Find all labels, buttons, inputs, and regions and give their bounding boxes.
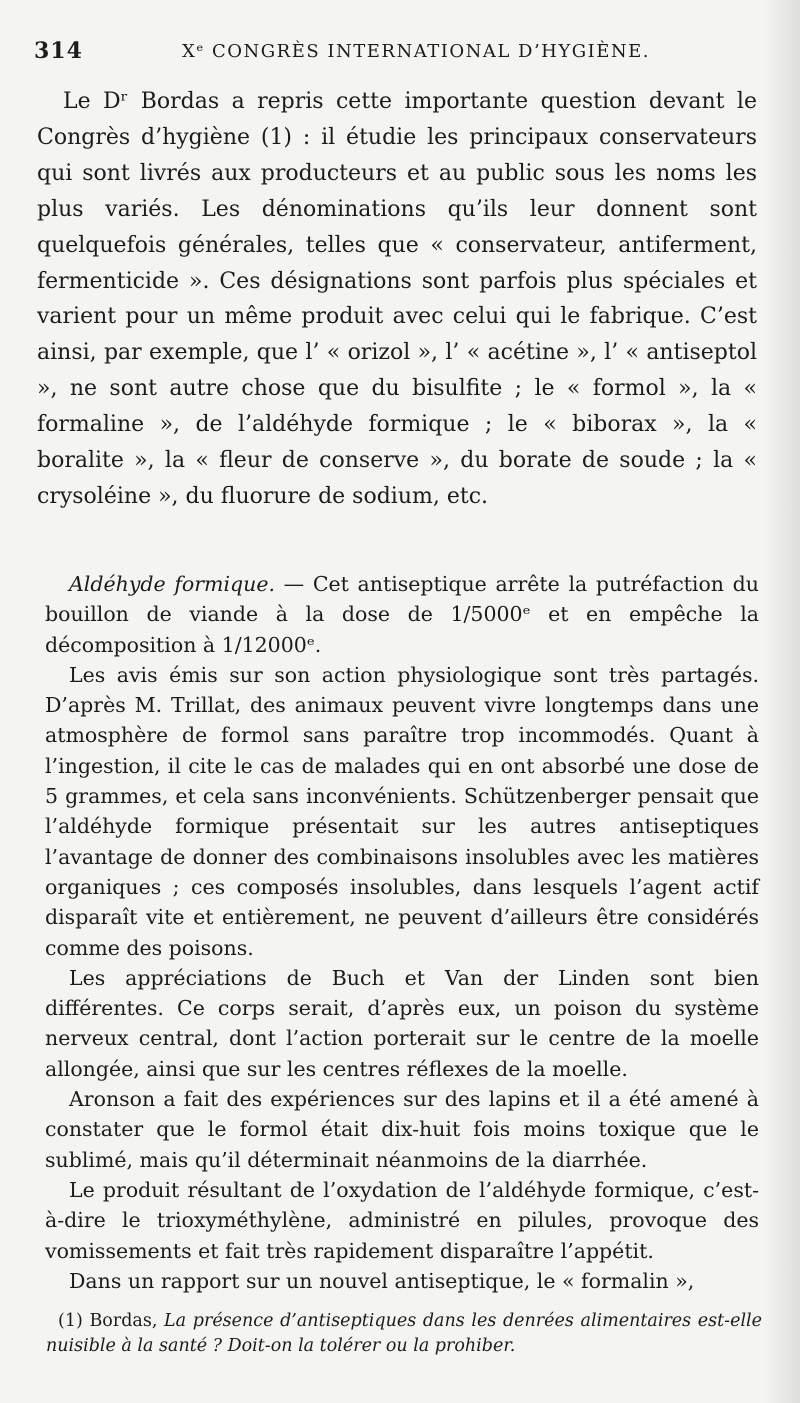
footnote-paragraph	[46, 1309, 762, 1359]
aldehyde-section	[45, 569, 759, 1296]
opening-paragraph-block	[37, 84, 757, 515]
paragraph-buch: Les appréciations de Buch et Van der Linden sont bien différentes. Ce corps serait, d’après eux, un poison du système nerveux central, dont l’action porterait sur le centre de la moelle allongée, ainsi que sur les centres réflexes de la moelle.	[45, 965, 759, 1081]
paragraph-trillat: Les avis émis sur son action physiologique sont très partagés. D’après M. Trillat, des animaux peuvent vivre longtemps dans une atmosphère de formol sans paraître trop incommodés. Quant à l’ingestion, il cite le cas de malades qui en ont absorbé une dose de 5 grammes, et cela sans inconvénients. Schützenberger pensait que l’aldéhyde formique présentait sur les autres antiseptiques l’avantage de donner des combinaisons insolubles avec les matières organiques ; ces composés insolubles, dans lesquels l’agent actif disparaît vite et entièrement, ne peuvent d’ailleurs être considérés comme des poisons.	[45, 662, 759, 960]
paragraph-bordas: Le Dʳ Bordas a repris cette importante question devant le Congrès d’hygiène (1) : il étudie les principaux conservateurs qui sont livrés aux producteurs et au public sous les noms les plus variés. Les dénominations qu’ils leur donnent sont quelquefois générales, telles que « conservateur, antiferment, fermenticide ». Ces désignations sont parfois plus spéciales et varient pour un même produit avec celui qui le fabrique. C’est ainsi, par exemple, que l’ « orizol », l’ « acétine », l’ « antiseptol », ne sont autre chose que du bisulfite ; le « formol », la « formaline », de l’aldéhyde formique ; le « biborax », la « boralite », la « fleur de conserve », du borate de soude ; la « crysoléine », du fluorure de sodium, etc.	[37, 89, 757, 509]
paragraph-trioxymethylene: Le produit résultant de l’oxydation de l’aldéhyde formique, c’est-à-dire le trioxyméthylène, administré en pilules, provoque des vomissements et fait très rapidement disparaître l’appétit.	[45, 1177, 759, 1263]
section-intro-paragraph	[45, 569, 759, 660]
paragraph-formalin: Dans un rapport sur un nouvel antiseptique, le « formalin »,	[69, 1268, 695, 1293]
running-title: Xᵉ CONGRÈS INTERNATIONAL D’HYGIÈNE.	[182, 41, 651, 62]
page-edge-shadow	[764, 0, 800, 1403]
footnote-marker: (1) Bordas,	[58, 1311, 165, 1331]
section-heading: Aldéhyde formique.	[69, 572, 276, 596]
section-intro-text: — Cet antiseptique arrête la putréfaction du bouillon de viande à la dose de 1/5000ᵉ et en empêche la décomposition à 1/12000ᵉ.	[45, 572, 759, 657]
page-number: 314	[34, 38, 83, 64]
footnote	[46, 1309, 762, 1359]
footnote-title: La présence d’antiseptiques dans les denrées alimentaires est-elle nuisible à la santé ? Doit-on la tolérer ou la prohiber.	[46, 1311, 762, 1356]
page-header	[34, 38, 734, 66]
paragraph-aronson: Aronson a fait des expériences sur des lapins et il a été amené à constater que le formol était dix-huit fois moins toxique que le sublimé, mais qu’il déterminait néanmoins de la diarrhée.	[45, 1087, 759, 1172]
